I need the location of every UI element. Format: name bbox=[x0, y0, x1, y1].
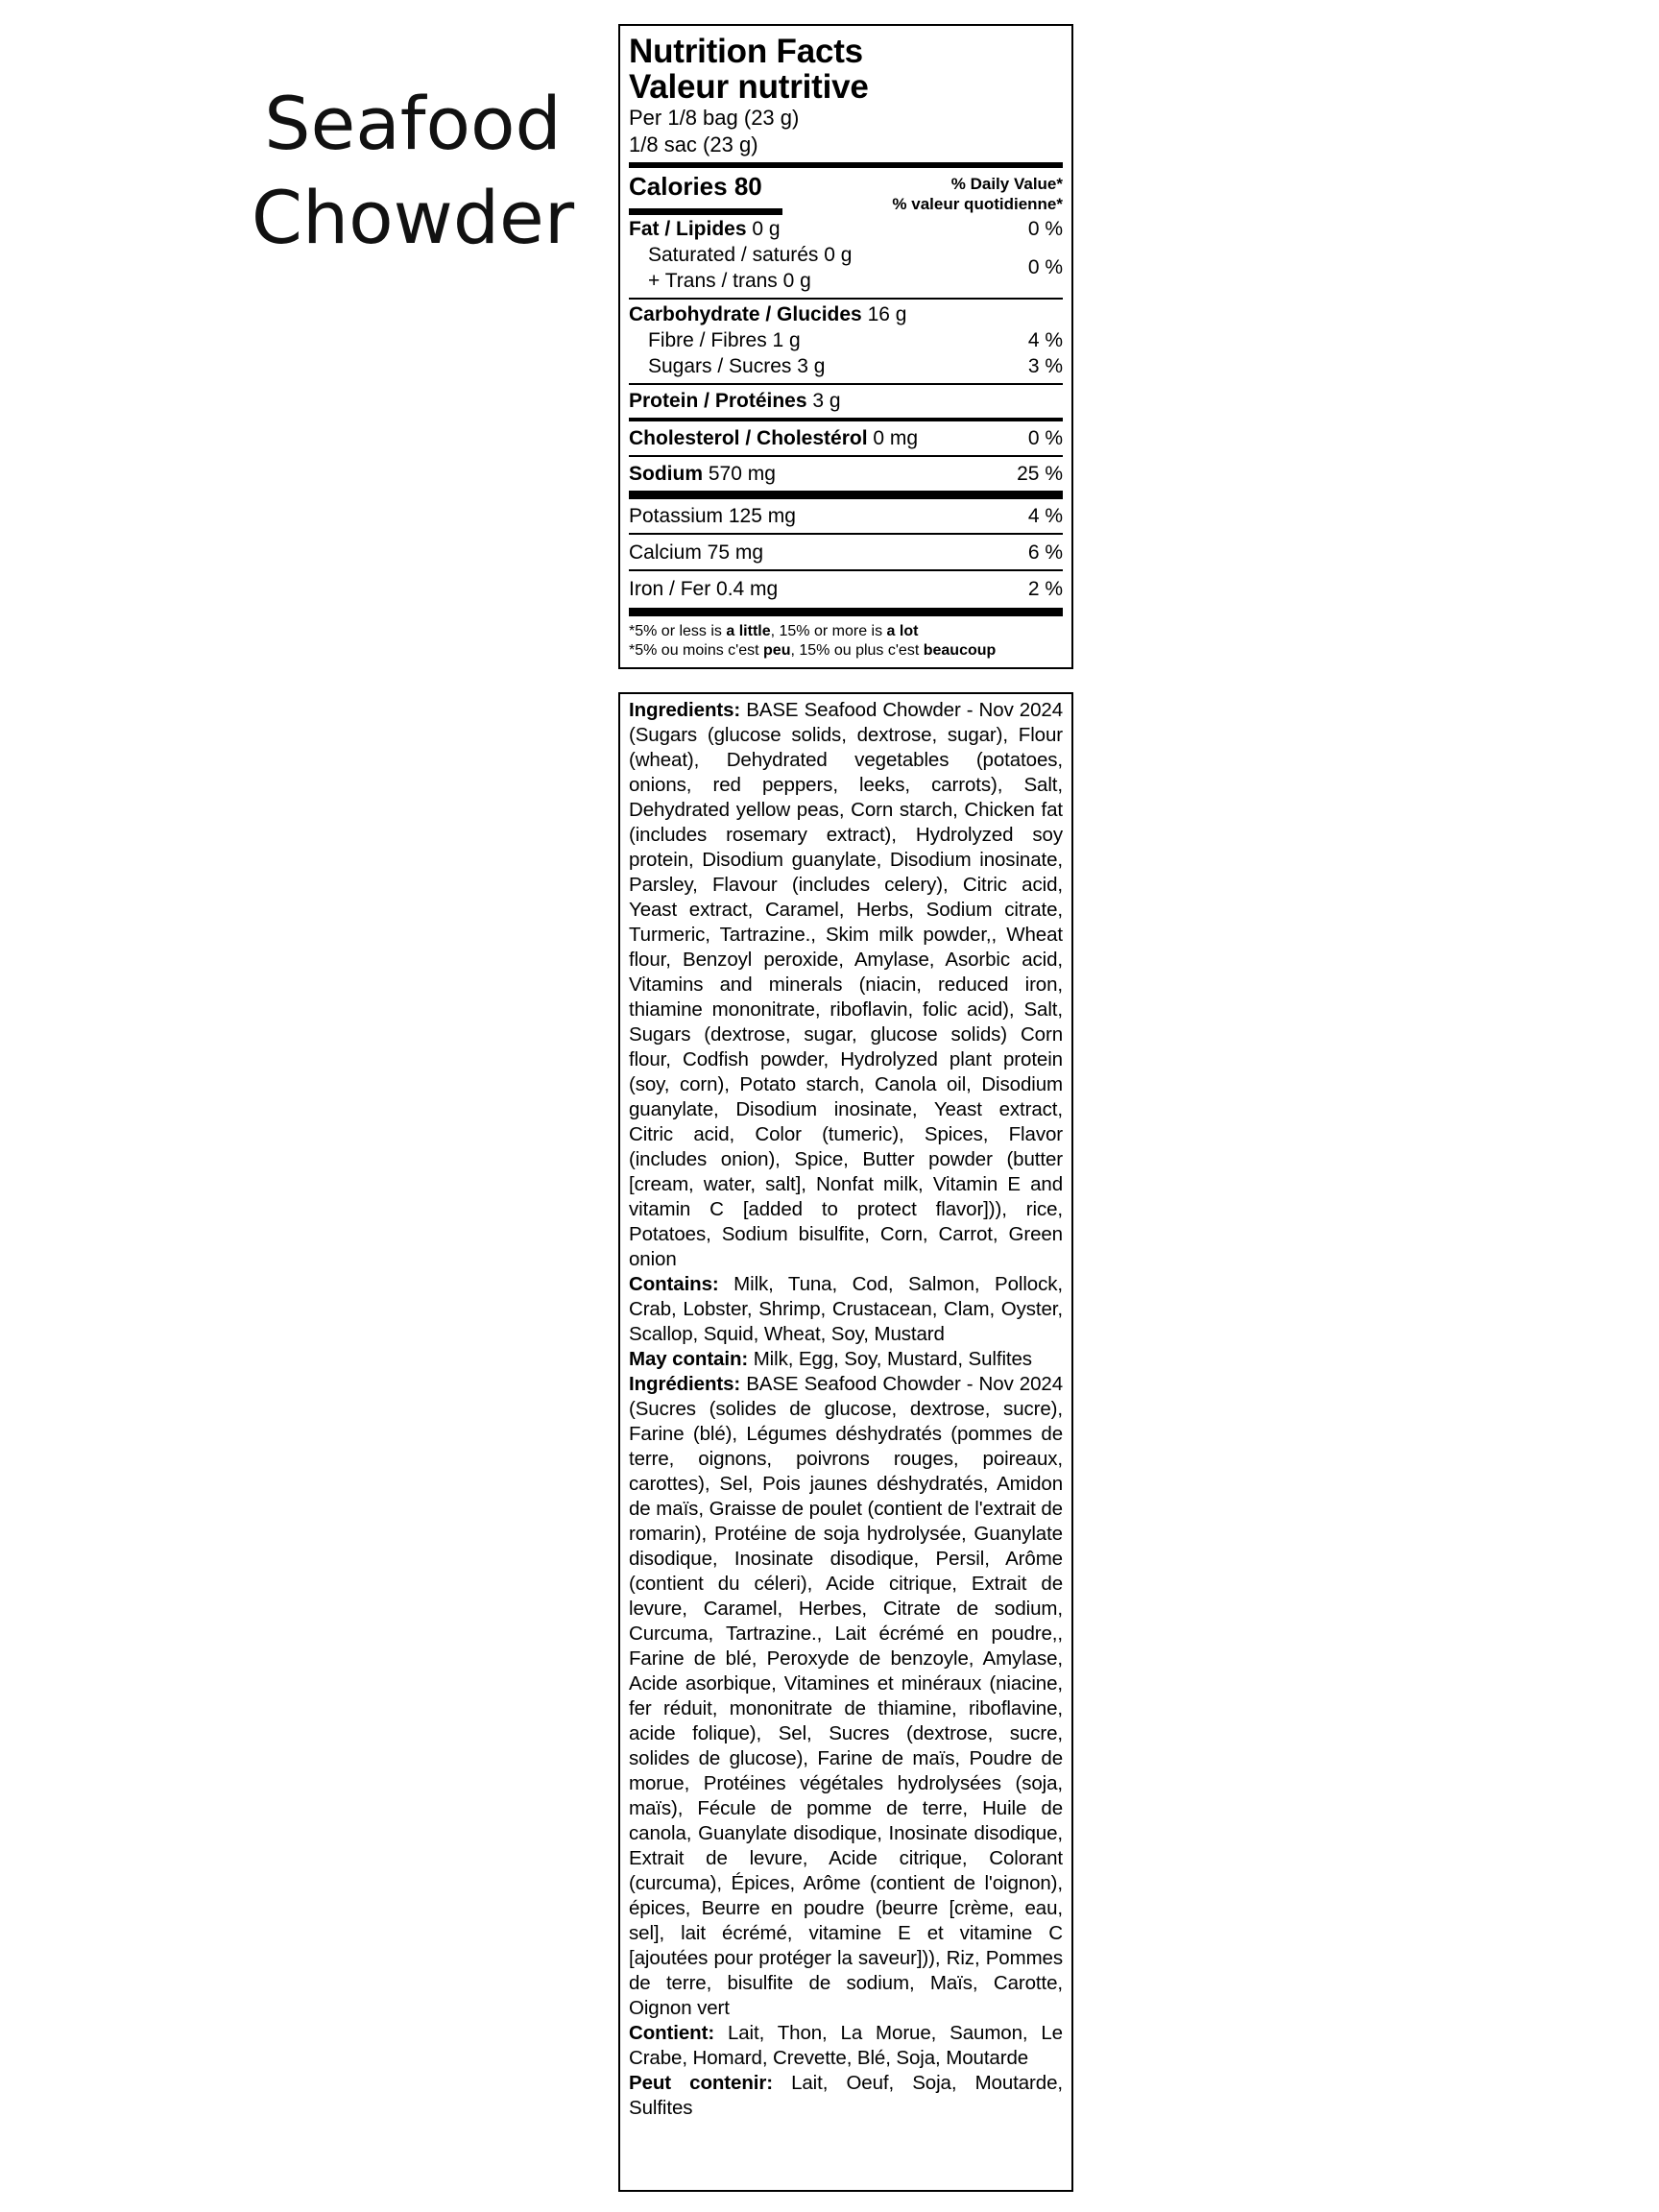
carb-row bbox=[629, 301, 1063, 327]
serving-size-fr: 1/8 sac (23 g) bbox=[629, 132, 758, 156]
may-contain-fr bbox=[629, 2071, 1063, 2121]
fat-pct: 0 % bbox=[1027, 218, 1063, 240]
may-contain-fr-label: Peut contenir: bbox=[629, 2072, 773, 2094]
nutrition-title-en: Nutrition Facts bbox=[629, 33, 863, 70]
divider bbox=[629, 608, 1063, 616]
may-contain-fr-text: Lait, Oeuf, Soja, Moutarde, Sulfites bbox=[629, 2072, 1063, 2119]
sodium-amount: 570 mg bbox=[703, 463, 776, 485]
footnote-fr bbox=[629, 641, 1063, 661]
calories-label: Calories 80 bbox=[629, 172, 762, 201]
contains-en-label: Contains: bbox=[629, 1273, 719, 1295]
ingredients-panel bbox=[618, 692, 1073, 2192]
sugars-pct: 3 % bbox=[1027, 355, 1063, 377]
ingredients-fr-text: BASE Seafood Chowder - Nov 2024 (Sucres (solides de glucose, dextrose, sucre), Farine (blé), Légumes déshydratés (pommes de terre, oignons, poivrons rouges, poireaux, carottes), Sel, Pois jaunes déshydratés, Amidon de maïs, Graisse de poulet (contient de l'extrait de romarin), Protéine de soja hydrolysée, Guanylate disodique, Inosinate disodique, Persil, Arôme (contient du céleri), Acide citrique, Extrait de levure, Caramel, Herbes, Citrate de sodium, Curcuma, Tartrazine., Lait écrémé en poudre,, Farine de blé, Peroxyde de benzoyle, Amylase, Acide asorbique, Vitamines et minéraux (niacine, fer réduit, mononitrate de thiamine, riboflavine, acide folique), Sel, Sucres (dextrose, sucre, solides de glucose), Farine de maïs, Poudre de morue, Protéines végétales hydrolysées (soja, maïs), Fécule de pomme de terre, Huile de canola, Guanylate disodique, Inosinate disodique, Extrait de levure, Acide citrique, Colorant (curcuma), Épices, Arôme (contient de l'oignon), épices, Beurre en poudre (beurre [crème, eau, sel], lait écrémé, vitamine E et vitamine C [ajoutées pour protéger la saveur])), Riz, Pommes de terre, bisulfite de sodium, Maïs, Carotte, Oignon vert bbox=[629, 1373, 1063, 2019]
cholesterol-row bbox=[629, 425, 1063, 451]
sat-trans-group bbox=[629, 242, 1063, 294]
divider bbox=[629, 418, 1063, 421]
contains-en-text: Milk, Tuna, Cod, Salmon, Pollock, Crab, Lobster, Shrimp, Crustacean, Clam, Oyster, Scallop, Squid, Wheat, Soy, Mustard bbox=[629, 1273, 1063, 1345]
footnote-en bbox=[629, 622, 1063, 641]
daily-value-en: % Daily Value* bbox=[950, 175, 1063, 193]
cholesterol-label: Cholesterol / Cholestérol bbox=[629, 427, 868, 449]
ingredients-fr bbox=[629, 1372, 1063, 2021]
protein-amount: 3 g bbox=[806, 390, 841, 412]
divider bbox=[629, 298, 1063, 300]
sat-trans-pct: 0 % bbox=[1027, 256, 1063, 278]
may-contain-en-text: Milk, Egg, Soy, Mustard, Sulfites bbox=[748, 1348, 1032, 1370]
fat-label: Fat / Lipides bbox=[629, 218, 747, 240]
contains-fr-label: Contient: bbox=[629, 2022, 715, 2044]
ingredients-en bbox=[629, 698, 1063, 1272]
iron-row bbox=[629, 576, 1063, 602]
potassium-row bbox=[629, 503, 1063, 529]
footnote bbox=[629, 622, 1063, 661]
footnote-bold: a little bbox=[726, 623, 771, 639]
calories-block bbox=[629, 168, 1063, 216]
nutrition-facts-panel bbox=[618, 24, 1073, 669]
cholesterol-pct: 0 % bbox=[1027, 427, 1063, 449]
sodium-row bbox=[629, 461, 1063, 487]
divider bbox=[629, 383, 1063, 385]
trans-row: + Trans / trans 0 g bbox=[648, 270, 811, 292]
calcium-label: Calcium 75 mg bbox=[629, 541, 764, 564]
calcium-row bbox=[629, 540, 1063, 565]
divider bbox=[629, 569, 1063, 571]
potassium-label: Potassium 125 mg bbox=[629, 505, 796, 527]
calcium-pct: 6 % bbox=[1027, 541, 1063, 564]
saturated-row: Saturated / saturés 0 g bbox=[648, 244, 853, 266]
contains-en bbox=[629, 1272, 1063, 1347]
footnote-text: , 15% ou plus c'est bbox=[790, 642, 924, 659]
daily-value-fr: % valeur quotidienne* bbox=[892, 195, 1063, 213]
contains-fr bbox=[629, 2021, 1063, 2071]
footnote-bold: peu bbox=[763, 642, 791, 659]
fibre-label: Fibre / Fibres 1 g bbox=[648, 329, 801, 351]
footnote-text: *5% or less is bbox=[629, 623, 727, 639]
protein-row bbox=[629, 388, 1063, 414]
carb-label: Carbohydrate / Glucides bbox=[629, 303, 862, 325]
divider bbox=[629, 491, 1063, 499]
product-title-line1: Seafood bbox=[264, 81, 562, 166]
may-contain-en-label: May contain: bbox=[629, 1348, 749, 1370]
daily-value-header bbox=[892, 174, 1063, 214]
fibre-pct: 4 % bbox=[1027, 329, 1063, 351]
sugars-row bbox=[629, 353, 1063, 379]
product-title-line2: Chowder bbox=[251, 175, 575, 260]
contains-fr-text: Lait, Thon, La Morue, Saumon, Le Crabe, Homard, Crevette, Blé, Soja, Moutarde bbox=[629, 2022, 1063, 2069]
may-contain-en bbox=[629, 1347, 1063, 1372]
ingredients-fr-label: Ingrédients: bbox=[629, 1373, 741, 1395]
protein-label: Protein / Protéines bbox=[629, 390, 807, 412]
footnote-bold: beaucoup bbox=[923, 642, 997, 659]
potassium-pct: 4 % bbox=[1027, 505, 1063, 527]
fat-row bbox=[629, 216, 1063, 242]
ingredients-en-label: Ingredients: bbox=[629, 699, 741, 721]
divider bbox=[629, 455, 1063, 457]
product-title bbox=[230, 77, 595, 265]
serving-size-en: Per 1/8 bag (23 g) bbox=[629, 106, 800, 130]
iron-pct: 2 % bbox=[1027, 578, 1063, 600]
calories-bar bbox=[629, 208, 782, 215]
footnote-text: , 15% or more is bbox=[770, 623, 887, 639]
sodium-label: Sodium bbox=[629, 463, 703, 485]
fat-amount: 0 g bbox=[746, 218, 781, 240]
footnote-bold: a lot bbox=[886, 623, 919, 639]
footnote-text: *5% ou moins c'est bbox=[629, 642, 764, 659]
carb-amount: 16 g bbox=[861, 303, 907, 325]
sodium-pct: 25 % bbox=[1017, 463, 1063, 485]
cholesterol-amount: 0 mg bbox=[867, 427, 919, 449]
nutrition-title-fr: Valeur nutritive bbox=[629, 68, 869, 106]
ingredients-en-text: BASE Seafood Chowder - Nov 2024 (Sugars (glucose solids, dextrose, sugar), Flour (wheat), Dehydrated vegetables (potatoes, onions, red peppers, leeks, carrots), Salt, Dehydrated yellow peas, Corn starch, Chicken fat (includes rosemary extract), Hydrolyzed soy protein, Disodium guanylate, Disodium inosinate, Parsley, Flavour (includes celery), Citric acid, Yeast extract, Caramel, Herbs, Sodium citrate, Turmeric, Tartrazine., Skim milk powder,, Wheat flour, Benzoyl peroxide, Amylase, Asorbic acid, Vitamins and minerals (niacin, reduced iron, thiamine mononitrate, riboflavin, folic acid), Salt, Sugars (dextrose, sugar, glucose solids) Corn flour, Codfish powder, Hydrolyzed plant protein (soy, corn), Potato starch, Canola oil, Disodium guanylate, Disodium inosinate, Yeast extract, Citric acid, Color (tumeric), Spices, Flavor (includes onion), Spice, Butter powder (butter [cream, water, salt], Nonfat milk, Vitamin E and vitamin C [added to protect flavor])), rice, Potatoes, Sodium bisulfite, Corn, Carrot, Green onion bbox=[629, 699, 1063, 1270]
sugars-label: Sugars / Sucres 3 g bbox=[648, 355, 826, 377]
divider bbox=[629, 533, 1063, 535]
iron-label: Iron / Fer 0.4 mg bbox=[629, 578, 779, 600]
fibre-row bbox=[629, 327, 1063, 353]
